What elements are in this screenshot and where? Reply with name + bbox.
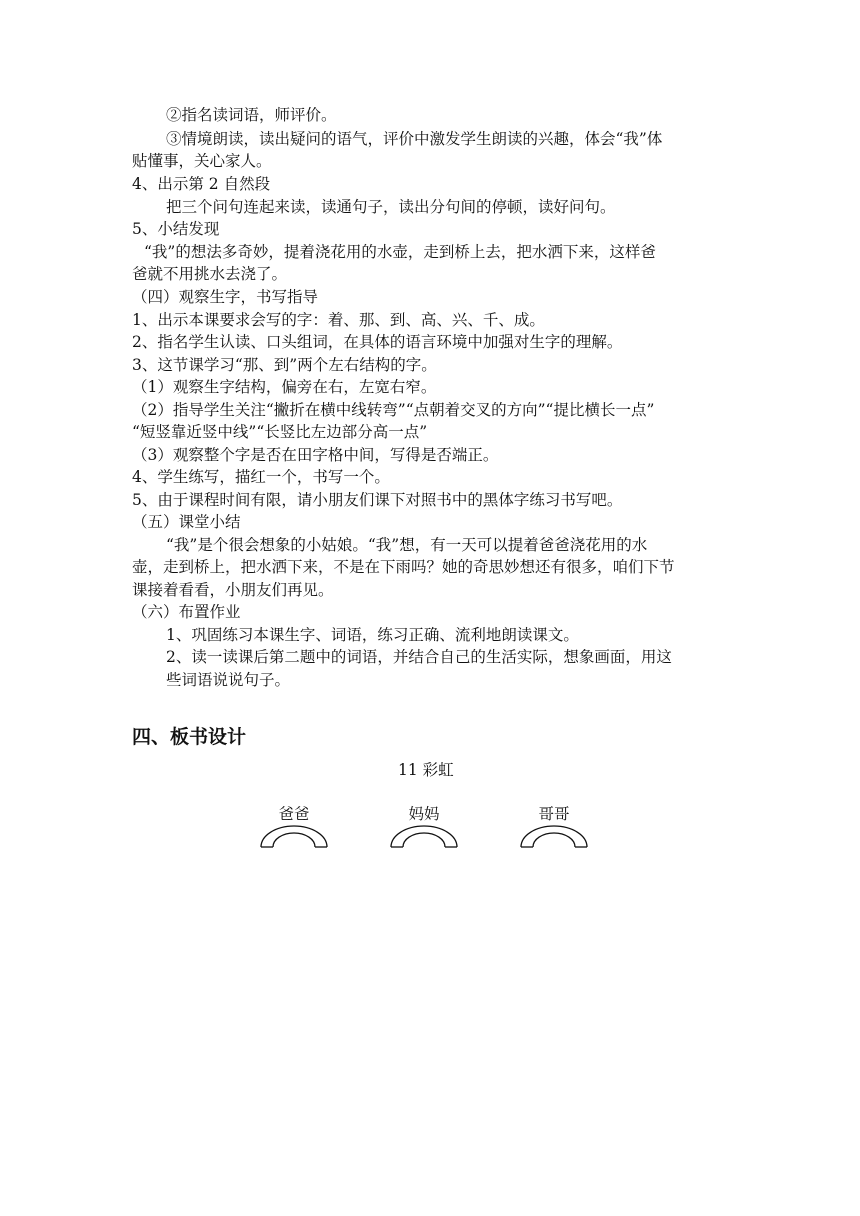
text-line: 5、由于课程时间有限，请小朋友们课下对照书中的黑体字练习书写吧。 bbox=[132, 491, 623, 509]
board-title: 11 彩虹 bbox=[398, 761, 454, 779]
text-line: 3、这节课学习“那、到”两个左右结构的字。 bbox=[132, 356, 437, 374]
text-line: 课接着看看，小朋友们再见。 bbox=[132, 581, 334, 599]
text-line: 4、学生练写，描红一个，书写一个。 bbox=[132, 468, 390, 486]
text-line: “短竖靠近竖中线”“长竖比左边部分高一点” bbox=[132, 423, 428, 441]
arch-label-baba: 爸爸 bbox=[278, 805, 310, 823]
text-line: （1）观察生字结构，偏旁在右，左宽右窄。 bbox=[132, 378, 437, 396]
text-line: ③情境朗读，读出疑问的语气，评价中激发学生朗读的兴趣，体会“我”体 bbox=[166, 130, 663, 148]
text-line: 1、巩固练习本课生字、词语，练习正确、流利地朗读课文。 bbox=[166, 626, 579, 644]
text-line: 4、出示第 2 自然段 bbox=[132, 175, 271, 193]
text-line: 2、指名学生认读、口头组词，在具体的语言环境中加强对生字的理解。 bbox=[132, 333, 623, 351]
text-line: 2、读一读课后第二题中的词语，并结合自己的生活实际，想象画面，用这 bbox=[166, 648, 672, 666]
text-line: ②指名读词语，师评价。 bbox=[166, 106, 337, 124]
text-line: 贴懂事，关心家人。 bbox=[132, 152, 272, 170]
arch-label-gege: 哥哥 bbox=[538, 805, 570, 823]
rainbow-arch-icon bbox=[389, 824, 459, 864]
text-line: （四）观察生字，书写指导 bbox=[132, 288, 319, 306]
text-line: “我”是个很会想象的小姑娘。“我”想，有一天可以提着爸爸浇花用的水 bbox=[166, 536, 648, 554]
text-line: 壶，走到桥上，把水洒下来，不是在下雨吗？她的奇思妙想还有很多，咱们下节 bbox=[132, 558, 675, 576]
text-line: “我”的想法多奇妙，提着浇花用的水壶，走到桥上去，把水洒下来，这样爸 bbox=[144, 243, 656, 261]
rainbow-arch-icon bbox=[259, 824, 329, 864]
text-line: 爸就不用挑水去浇了。 bbox=[132, 265, 288, 283]
text-line: 5、小结发现 bbox=[132, 220, 220, 238]
text-line: （五）课堂小结 bbox=[132, 513, 241, 531]
arch-label-mama: 妈妈 bbox=[408, 805, 440, 823]
rainbow-arch-icon bbox=[519, 824, 589, 864]
text-line: （2）指导学生关注“撇折在横中线转弯”“点朝着交叉的方向”“提比横长一点” bbox=[132, 401, 655, 419]
text-line: 些词语说说句子。 bbox=[166, 671, 291, 689]
text-line: （六）布置作业 bbox=[132, 603, 241, 621]
section-heading: 四、板书设计 bbox=[132, 726, 247, 748]
text-line: （3）观察整个字是否在田字格中间，写得是否端正。 bbox=[132, 446, 499, 464]
text-line: 1、出示本课要求会写的字：着、那、到、高、兴、千、成。 bbox=[132, 311, 545, 329]
text-line: 把三个问句连起来读，读通句子，读出分句间的停顿，读好问句。 bbox=[166, 198, 616, 216]
